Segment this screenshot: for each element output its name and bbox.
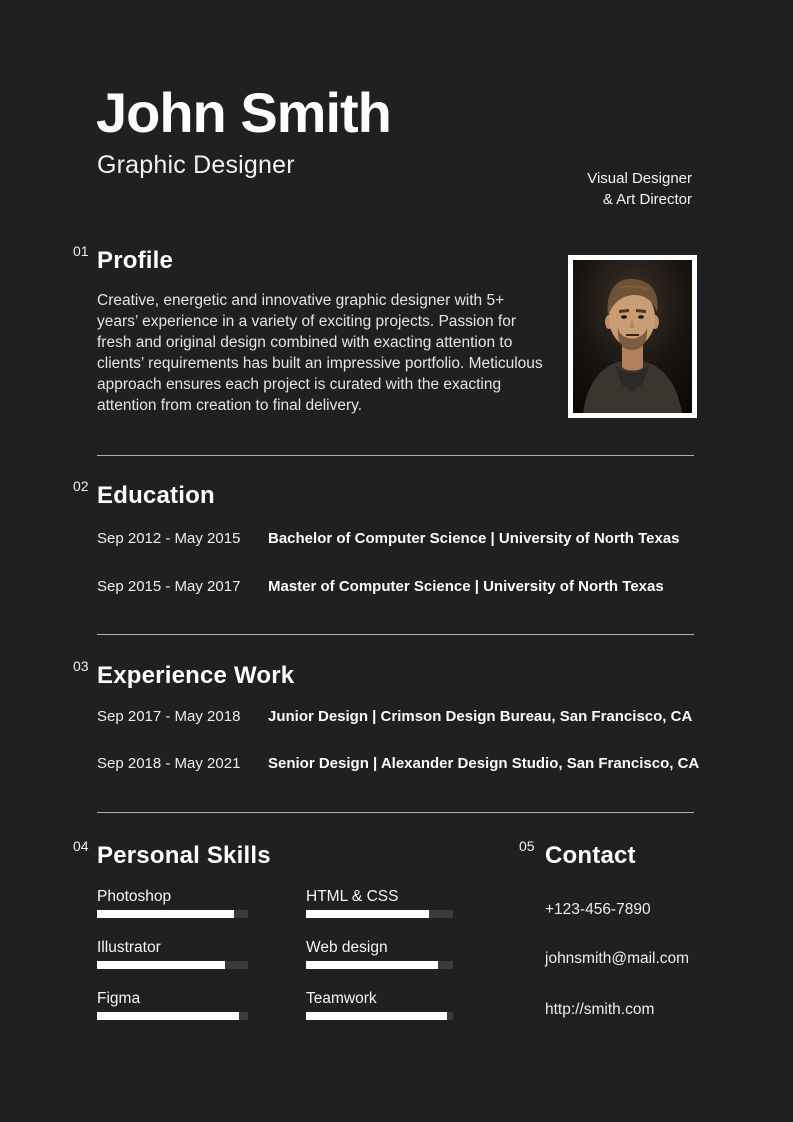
skill-progress-track <box>306 961 453 969</box>
section-number-contact: 05 <box>519 838 535 854</box>
education-dates: Sep 2015 - May 2017 <box>97 578 241 595</box>
skill-label: Photoshop <box>97 888 172 905</box>
skill-progress-track <box>306 910 453 918</box>
skill-progress-fill <box>97 1012 239 1020</box>
person-name: John Smith <box>96 81 391 144</box>
experience-dates: Sep 2018 - May 2021 <box>97 755 241 772</box>
skill-progress-fill <box>306 961 438 969</box>
section-number-profile: 01 <box>73 243 89 259</box>
contact-phone: +123-456-7890 <box>545 901 651 918</box>
person-role: Graphic Designer <box>97 151 295 179</box>
skill-progress-track <box>97 961 248 969</box>
skill-progress-fill <box>97 910 234 918</box>
section-divider <box>97 812 694 813</box>
skill-progress-fill <box>306 1012 447 1020</box>
experience-role: Senior Design | Alexander Design Studio, San Francisco, CA <box>268 755 700 772</box>
section-divider <box>97 634 694 635</box>
section-divider <box>97 455 694 456</box>
section-title-contact: Contact <box>545 842 636 869</box>
section-number-education: 02 <box>73 478 89 494</box>
contact-website: http://smith.com <box>545 1001 655 1018</box>
skill-label: Figma <box>97 990 141 1007</box>
skill-progress-fill <box>306 910 429 918</box>
education-degree: Bachelor of Computer Science | University of North Texas <box>268 530 680 547</box>
skill-progress-track <box>97 1012 248 1020</box>
education-degree: Master of Computer Science | University of North Texas <box>268 578 664 595</box>
skill-progress-track <box>97 910 248 918</box>
portrait-photo <box>568 255 697 418</box>
section-title-skills: Personal Skills <box>97 842 271 869</box>
portrait-illustration <box>573 260 692 413</box>
education-dates: Sep 2012 - May 2015 <box>97 530 241 547</box>
experience-role: Junior Design | Crimson Design Bureau, San Francisco, CA <box>268 708 693 725</box>
skill-progress-track <box>306 1012 453 1020</box>
section-title-experience: Experience Work <box>97 662 295 689</box>
contact-email: johnsmith@mail.com <box>545 950 690 967</box>
section-number-experience: 03 <box>73 658 89 674</box>
skill-label: Teamwork <box>306 990 377 1007</box>
header-subtitle <box>587 168 692 210</box>
header-subtitle-line2: & Art Director <box>602 191 692 208</box>
section-title-profile: Profile <box>97 247 174 274</box>
skill-progress-fill <box>97 961 225 969</box>
experience-dates: Sep 2017 - May 2018 <box>97 708 241 725</box>
skill-label: Illustrator <box>97 939 161 956</box>
skill-label: HTML & CSS <box>306 888 399 905</box>
skill-label: Web design <box>306 939 388 956</box>
profile-text: Creative, energetic and innovative graphic designer with 5+ years’ experience in a variety of exciting projects. Passion for fresh and original design combined with exacting attention to clients’ requirements has built an impressive portfolio. Meticulous approach ensures each project is curated with the exacting attention from creation to final delivery. <box>97 292 543 414</box>
section-number-skills: 04 <box>73 838 89 854</box>
header-subtitle-line1: Visual Designer <box>587 170 692 187</box>
section-title-education: Education <box>97 482 215 509</box>
